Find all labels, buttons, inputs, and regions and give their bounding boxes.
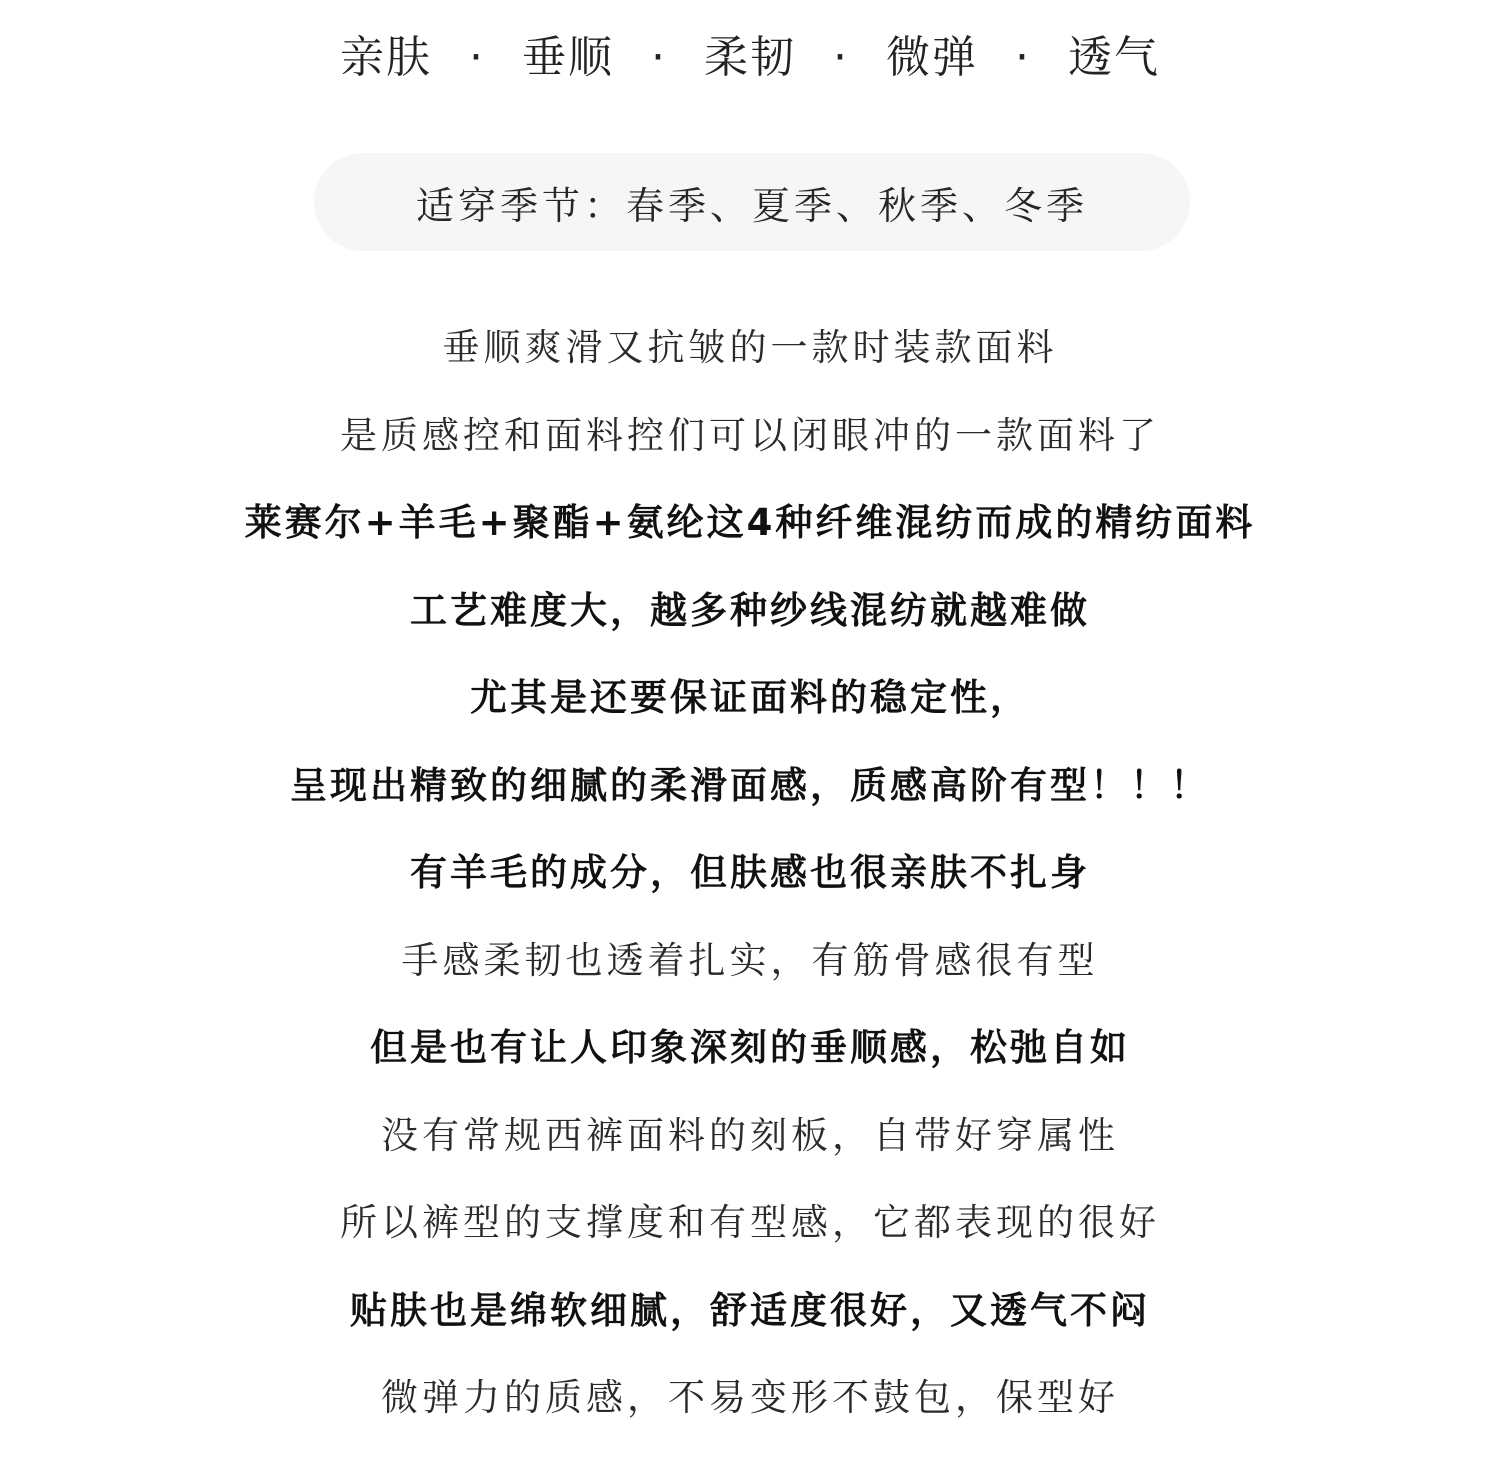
feature-separator: ·	[1015, 32, 1031, 83]
feature-keyword: 柔韧	[704, 32, 796, 83]
description-line: 尤其是还要保证面料的稳定性，	[470, 676, 1030, 719]
description-line: 有羊毛的成分，但肤感也很亲肤不扎身	[410, 851, 1090, 894]
description-lines	[0, 304, 1500, 1442]
feature-keyword: 微弹	[886, 32, 978, 83]
description-line: 呈现出精致的细腻的柔滑面感，质感高阶有型！！！	[290, 763, 1210, 807]
feature-separator: ·	[469, 32, 485, 83]
description-line: 所以裤型的支撑度和有型感，它都表现的很好	[340, 1201, 1160, 1244]
feature-keyword: 亲肤	[340, 32, 432, 83]
description-line: 但是也有让人印象深刻的垂顺感，松弛自如	[370, 1026, 1130, 1069]
season-text: 适穿季节：春季、夏季、秋季、冬季	[415, 183, 1088, 228]
feature-keywords	[0, 28, 1500, 88]
feature-separator: ·	[651, 32, 667, 83]
feature-keyword: 垂顺	[522, 32, 614, 83]
description-line: 莱赛尔+羊毛+聚酯+氨纶这4种纤维混纺而成的精纺面料	[244, 501, 1256, 544]
description-line: 贴肤也是绵软细腻，舒适度很好，又透气不闷	[350, 1288, 1150, 1332]
season-badge	[314, 153, 1190, 251]
description-line: 是质感控和面料控们可以闭眼冲的一款面料了	[340, 413, 1160, 457]
description-line: 没有常规西裤面料的刻板，自带好穿属性	[381, 1113, 1119, 1157]
feature-separator: ·	[833, 32, 849, 83]
feature-keyword: 透气	[1068, 32, 1160, 83]
description-line: 微弹力的质感，不易变形不鼓包，保型好	[381, 1376, 1119, 1419]
description-line: 手感柔韧也透着扎实，有筋骨感很有型	[401, 938, 1099, 982]
description-line: 工艺难度大，越多种纱线混纺就越难做	[410, 588, 1090, 632]
description-line: 垂顺爽滑又抗皱的一款时装款面料	[442, 326, 1058, 369]
